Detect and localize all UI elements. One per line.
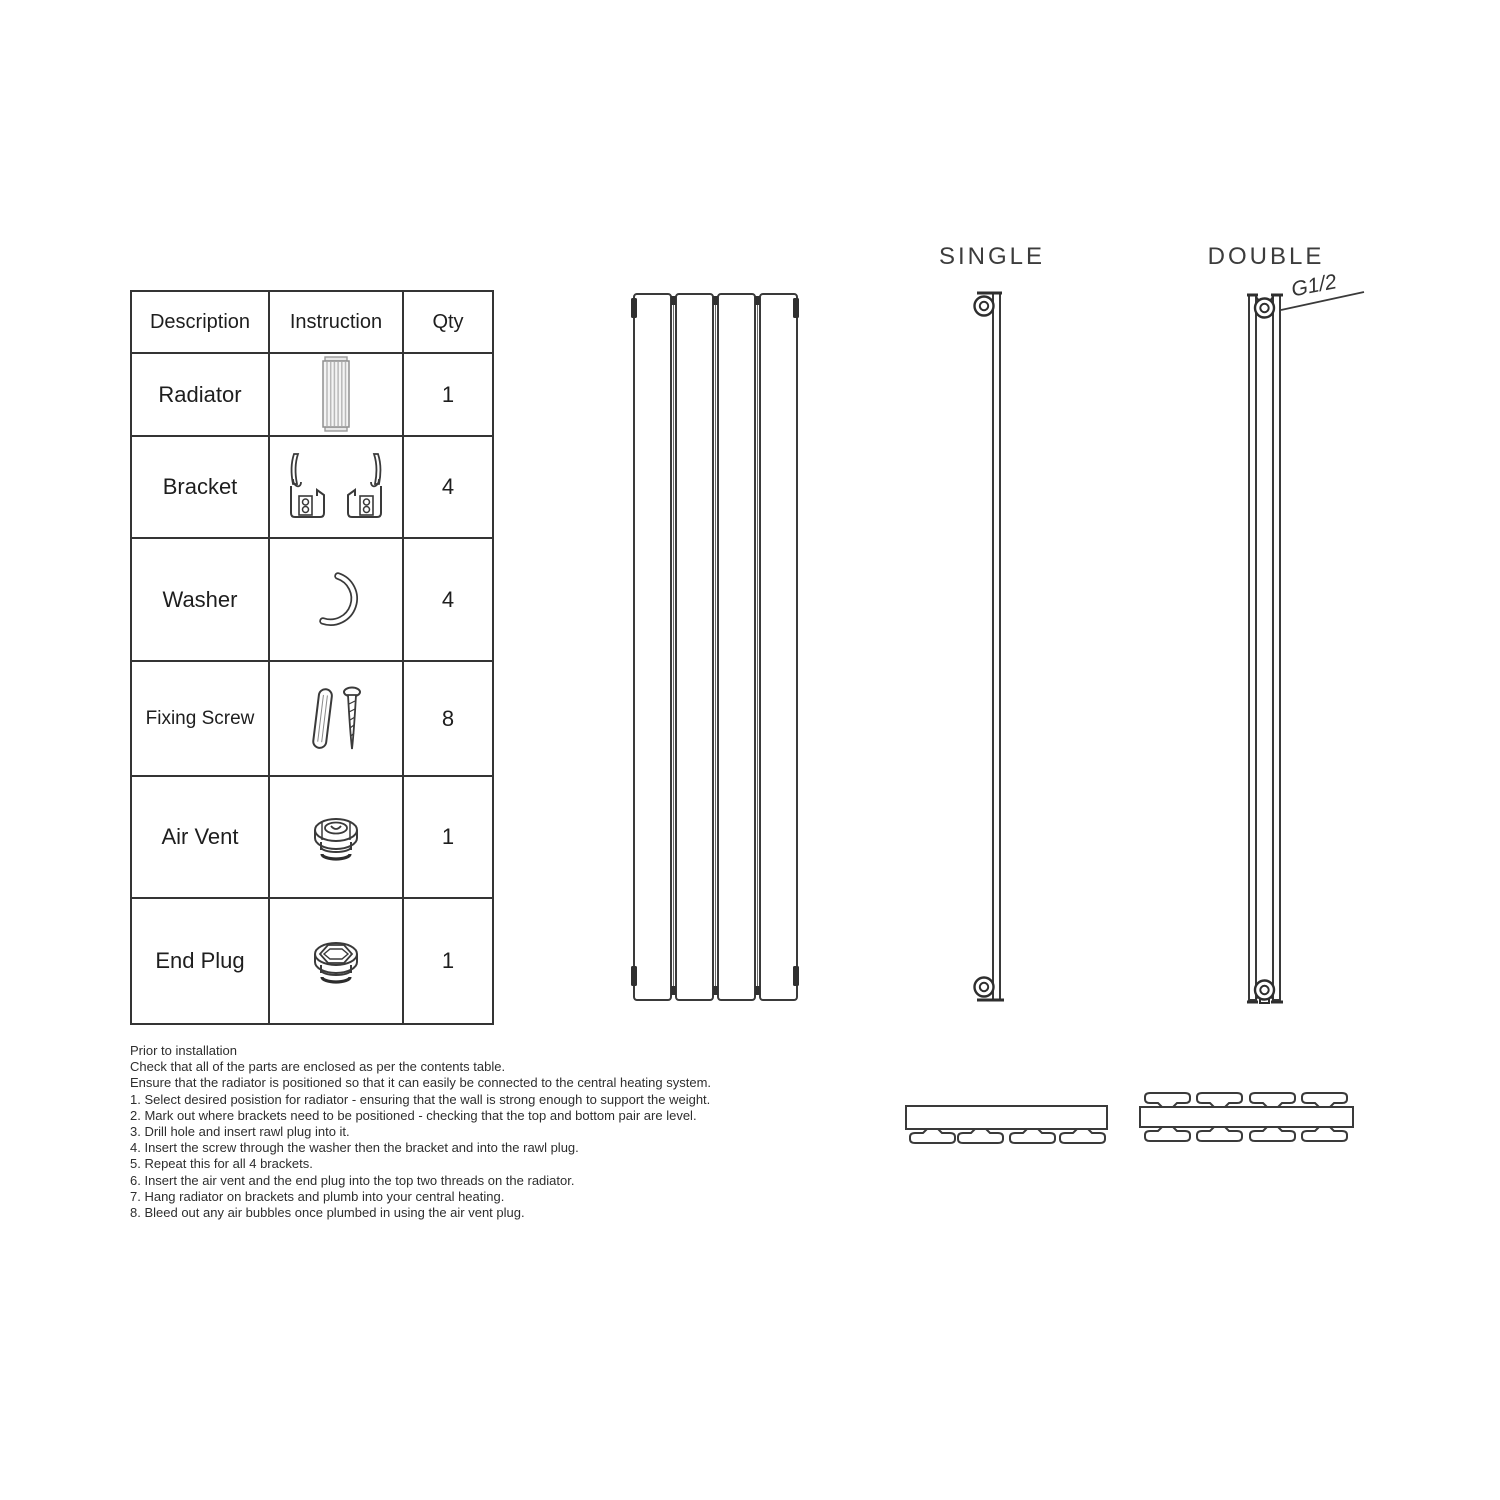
instruction-step: 2. Mark out where brackets need to be positioned - checking that the top and bottom pair are level. [130, 1107, 697, 1123]
single-side-view [960, 283, 1030, 1018]
thread-size-label: G1/2 [1289, 270, 1339, 302]
row-washer-qty: 4 [404, 539, 494, 662]
instruction-step: 5. Repeat this for all 4 brackets. [130, 1156, 313, 1172]
double-view-label: DOUBLE [1207, 243, 1325, 270]
instruction-step: 3. Drill hole and insert rawl plug into it. [130, 1124, 350, 1140]
installation-instructions [130, 1043, 830, 1221]
row-air-vent-description: Air Vent [132, 777, 270, 899]
row-radiator-description: Radiator [132, 354, 270, 437]
radiator-icon [319, 355, 353, 435]
row-fixing-screw-qty: 8 [404, 662, 494, 777]
radiator-front-view [630, 290, 800, 1008]
row-fixing-screw-description: Fixing Screw [132, 662, 270, 777]
row-air-vent-instruction [270, 777, 404, 899]
row-washer-instruction [270, 539, 404, 662]
instruction-step: 4. Insert the screw through the washer then the bracket and into the rawl plug. [130, 1140, 579, 1156]
row-bracket-qty: 4 [404, 437, 494, 539]
single-cross-section [900, 1090, 1115, 1152]
bracket-icon [280, 451, 392, 523]
row-washer-description: Washer [132, 539, 270, 662]
fixing-screw-icon [300, 683, 372, 755]
instruction-step: 6. Insert the air vent and the end plug into the top two threads on the radiator. [130, 1172, 575, 1188]
row-end-plug-instruction [270, 899, 404, 1025]
instruction-step: 7. Hang radiator on brackets and plumb into your central heating. [130, 1188, 505, 1204]
row-end-plug-description: End Plug [132, 899, 270, 1025]
instruction-line: Check that all of the parts are enclosed as per the contents table. [130, 1059, 506, 1075]
row-air-vent-qty: 1 [404, 777, 494, 899]
col-header-instruction: Instruction [270, 292, 404, 354]
instruction-line: Prior to installation [130, 1043, 237, 1058]
instruction-step: 8. Bleed out any air bubbles once plumbed in using the air vent plug. [130, 1205, 525, 1221]
end-plug-icon [308, 936, 364, 986]
row-end-plug-qty: 1 [404, 899, 494, 1025]
instruction-step: 1. Select desired posistion for radiator - ensuring that the wall is strong enough to support the weight. [130, 1091, 711, 1107]
col-header-description: Description [132, 292, 270, 354]
air-vent-icon [308, 811, 364, 863]
row-bracket-description: Bracket [132, 437, 270, 539]
row-radiator-qty: 1 [404, 354, 494, 437]
double-side-view [1240, 283, 1380, 1018]
double-cross-section [1135, 1085, 1360, 1151]
single-view-label: SINGLE [938, 243, 1046, 270]
row-radiator-instruction [270, 354, 404, 437]
col-header-qty: Qty [404, 292, 494, 354]
washer-icon [307, 571, 365, 629]
row-bracket-instruction [270, 437, 404, 539]
parts-table [130, 290, 494, 1025]
instruction-line: Ensure that the radiator is positioned so that it can easily be connected to the central heating system. [130, 1075, 712, 1091]
row-fixing-screw-instruction [270, 662, 404, 777]
